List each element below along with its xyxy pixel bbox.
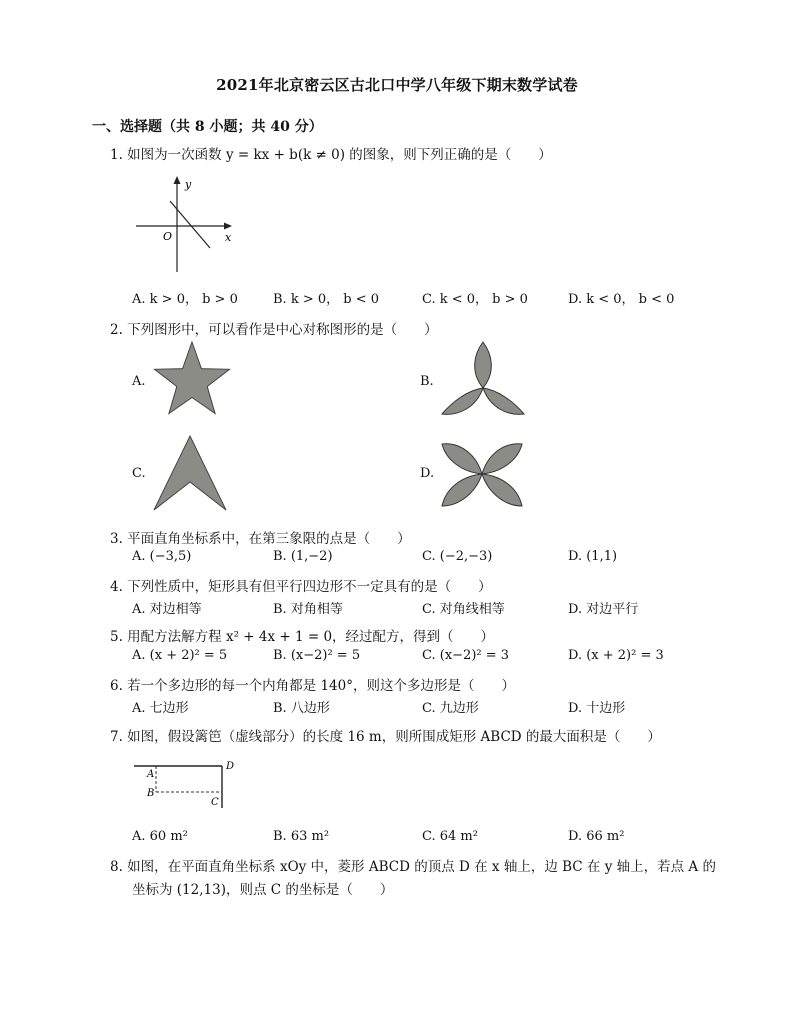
option-c[interactable]: C. 64 m² <box>422 829 478 844</box>
figure-label-d[interactable]: D. <box>420 466 435 481</box>
option-d[interactable]: D. 对边平行 <box>568 602 639 617</box>
question-6-options <box>132 697 692 715</box>
question-4-options <box>132 598 692 616</box>
question-1-stem: 1. 如图为一次函数 y = kx + b(k ≠ 0) 的图象，则下列正确的是（ ） <box>110 147 552 163</box>
option-a[interactable]: A. k > 0， b > 0 <box>132 292 238 307</box>
question-2-stem: 2. 下列图形中，可以看作是中心对称图形的是（ ） <box>110 322 438 338</box>
arrowhead-figure <box>150 434 230 512</box>
question-3-options <box>132 549 692 567</box>
graph-origin-label: O <box>163 230 173 243</box>
option-b[interactable]: B. k > 0， b < 0 <box>273 292 380 307</box>
three-petal-figure <box>438 340 528 416</box>
option-a[interactable]: A. (x + 2)² = 5 <box>132 648 228 663</box>
option-a[interactable]: A. 60 m² <box>132 829 188 844</box>
fence-label-d: D <box>226 761 235 772</box>
question-5-options <box>132 648 692 666</box>
graph-axes <box>136 180 228 272</box>
question-7-stem: 7. 如图，假设篱笆（虚线部分）的长度 16 m，则所围成矩形 ABCD 的最大面积是（ ） <box>110 729 661 745</box>
option-d[interactable]: D. (1,1) <box>568 549 618 564</box>
option-b[interactable]: B. 八边形 <box>273 701 330 716</box>
option-d[interactable]: D. (x + 2)² = 3 <box>568 648 664 663</box>
page-title: 2021年北京密云区古北口中学八年级下期末数学试卷 <box>216 76 578 94</box>
option-b[interactable]: B. 63 m² <box>273 829 330 844</box>
option-c[interactable]: C. 对角线相等 <box>422 602 505 617</box>
four-petal-figure <box>440 436 524 512</box>
fence-rectangle-figure <box>134 758 244 810</box>
option-c[interactable]: C. k < 0， b > 0 <box>422 292 528 307</box>
question-1-options <box>132 288 692 306</box>
figure-label-b[interactable]: B. <box>420 374 434 389</box>
graph-y-label: y <box>185 178 192 191</box>
question-5-stem: 5. 用配方法解方程 x² + 4x + 1 = 0，经过配方，得到（ ） <box>110 629 495 645</box>
option-a[interactable]: A. (−3,5) <box>132 549 192 564</box>
question-1-graph <box>132 176 242 276</box>
figure-label-a[interactable]: A. <box>132 374 146 389</box>
figure-label-c[interactable]: C. <box>132 466 146 481</box>
fence-label-b: B <box>147 788 155 799</box>
option-d[interactable]: D. 66 m² <box>568 829 625 844</box>
option-b[interactable]: B. (1,−2) <box>273 549 333 564</box>
question-8-stem: 8. 如图，在平面直角坐标系 xOy 中，菱形 ABCD 的顶点 D 在 x 轴上，边 BC 在 y 轴上，若点 A 的 <box>110 859 716 875</box>
option-b[interactable]: B. 对角相等 <box>273 602 343 617</box>
option-a[interactable]: A. 七边形 <box>132 701 189 716</box>
y-axis-arrow-icon <box>174 176 181 184</box>
x-axis-arrow-icon <box>224 223 232 230</box>
option-b[interactable]: B. (x−2)² = 5 <box>273 648 361 663</box>
question-8-stem-continued: 坐标为 (12,13)，则点 C 的坐标是（ ） <box>132 882 394 898</box>
option-a[interactable]: A. 对边相等 <box>132 602 202 617</box>
option-c[interactable]: C. 九边形 <box>422 701 479 716</box>
option-d[interactable]: D. 十边形 <box>568 701 626 716</box>
question-7-options <box>132 829 692 847</box>
graph-x-label: x <box>225 231 232 244</box>
option-d[interactable]: D. k < 0， b < 0 <box>568 292 675 307</box>
fence-label-c: C <box>211 797 219 808</box>
option-c[interactable]: C. (x−2)² = 3 <box>422 648 510 663</box>
question-3-stem: 3. 平面直角坐标系中，在第三象限的点是（ ） <box>110 531 411 547</box>
question-4-stem: 4. 下列性质中，矩形具有但平行四边形不一定具有的是（ ） <box>110 579 492 595</box>
section-heading: 一、选择题（共 8 小题；共 40 分） <box>92 119 323 135</box>
fence-label-a: A <box>147 769 155 780</box>
star-figure <box>150 340 234 414</box>
option-c[interactable]: C. (−2,−3) <box>422 549 493 564</box>
question-6-stem: 6. 若一个多边形的每一个内角都是 140°，则这个多边形是（ ） <box>110 678 515 694</box>
